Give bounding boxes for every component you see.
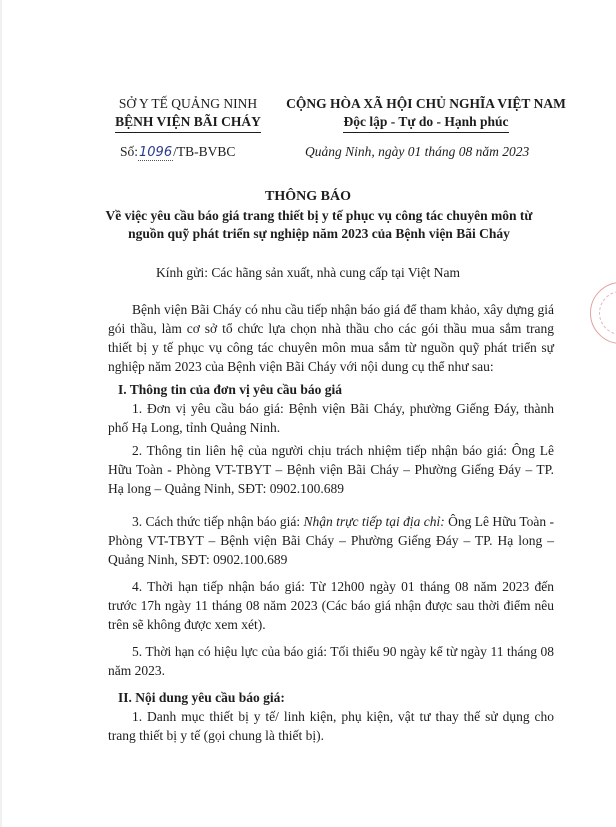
- national-heading-block: [276, 95, 576, 133]
- national-title: CỘNG HÒA XÃ HỘI CHỦ NGHĨA VIỆT NAM: [286, 96, 566, 111]
- section-2-item-1: 1. Danh mục thiết bị y tế/ linh kiện, phụ kiện, vật tư thay thế sử dụng cho trang thiết bị y tế (gọi chung là thiết bị).: [108, 709, 554, 743]
- doc-number-suffix: /TB-BVBC: [173, 144, 236, 159]
- recipient-line: Kính gửi: Các hãng sản xuất, nhà cung cấp tại Việt Nam: [156, 265, 460, 280]
- section-1-item-3: [108, 512, 554, 569]
- section-1-item-1: 1. Đơn vị yêu cầu báo giá: Bệnh viện Bãi Cháy, phường Giếng Đáy, thành phố Hạ Long, tỉnh Quảng Ninh.: [108, 401, 554, 435]
- doc-number-handwritten: 1096: [139, 145, 173, 160]
- item-3-italic: Nhận trực tiếp tại địa chỉ:: [303, 514, 445, 529]
- item-3-label: 3. Cách thức tiếp nhận báo giá:: [132, 514, 304, 529]
- section-1-item-5: 5. Thời hạn có hiệu lực của báo giá: Tối thiểu 90 ngày kể từ ngày 11 tháng 08 năm 2023.: [108, 644, 554, 678]
- doc-number-prefix: Số:: [120, 144, 139, 159]
- section-1-heading: I. Thông tin của đơn vị yêu cầu báo giá: [118, 382, 343, 397]
- section-2-heading: II. Nội dung yêu cầu báo giá:: [118, 690, 285, 705]
- document-body: [108, 300, 554, 745]
- place-and-date: Quảng Ninh, ngày 01 tháng 08 năm 2023: [305, 144, 530, 159]
- national-motto: Độc lập - Tự do - Hạnh phúc: [343, 113, 508, 133]
- item-3-rest: Ông Lê Hữu Toàn - Phòng VT-TBYT – Bệnh viện Bãi Cháy – Phường Giếng Đáy – TP. Hạ long – Quảng Ninh, SĐT: 0902.100.689: [108, 514, 554, 567]
- scan-edge: [0, 0, 2, 827]
- document-subtitle: Về việc yêu cầu báo giá trang thiết bị y tế phục vụ công tác chuyên môn từ nguồn quỹ phát triển sự nghiệp năm 2023 của Bệnh viện Bãi Cháy: [105, 208, 533, 241]
- issuer-organization: SỞ Y TẾ QUẢNG NINH: [118, 96, 258, 111]
- section-1-item-2: 2. Thông tin liên hệ của người chịu trách nhiệm tiếp nhận báo giá: Ông Lê Hữu Toàn - Phòng VT-TBYT – Bệnh viện Bãi Cháy – Phường Giếng Đáy – TP. Hạ long – Quảng Ninh, SĐT: 0902.100.689: [108, 443, 554, 496]
- document-title: THÔNG BÁO: [265, 189, 351, 204]
- document-number: [120, 144, 235, 160]
- red-stamp-partial: [590, 282, 616, 344]
- issuer-unit: BỆNH VIỆN BÃI CHÁY: [115, 113, 261, 133]
- issuer-block: [88, 95, 288, 133]
- intro-paragraph: Bệnh viện Bãi Cháy có nhu cầu tiếp nhận báo giá để tham khảo, xây dựng giá gói thầu, làm cơ sở tổ chức lựa chọn nhà thầu cho các gói thầu mua sắm trang thiết bị y tế phục vụ công tác chuyên môn mua sắm từ nguồn quỹ phát triển sự nghiệp năm 2023 của Bệnh viện Bãi Cháy với nội dung cụ thể như sau:: [108, 302, 554, 374]
- section-1-item-4: 4. Thời hạn tiếp nhận báo giá: Từ 12h00 ngày 01 tháng 08 năm 2023 đến trước 17h ngày 11 tháng 08 năm 2023 (Các báo giá nhận được sau thời điểm nêu trên sẽ không được xem xét).: [108, 579, 554, 632]
